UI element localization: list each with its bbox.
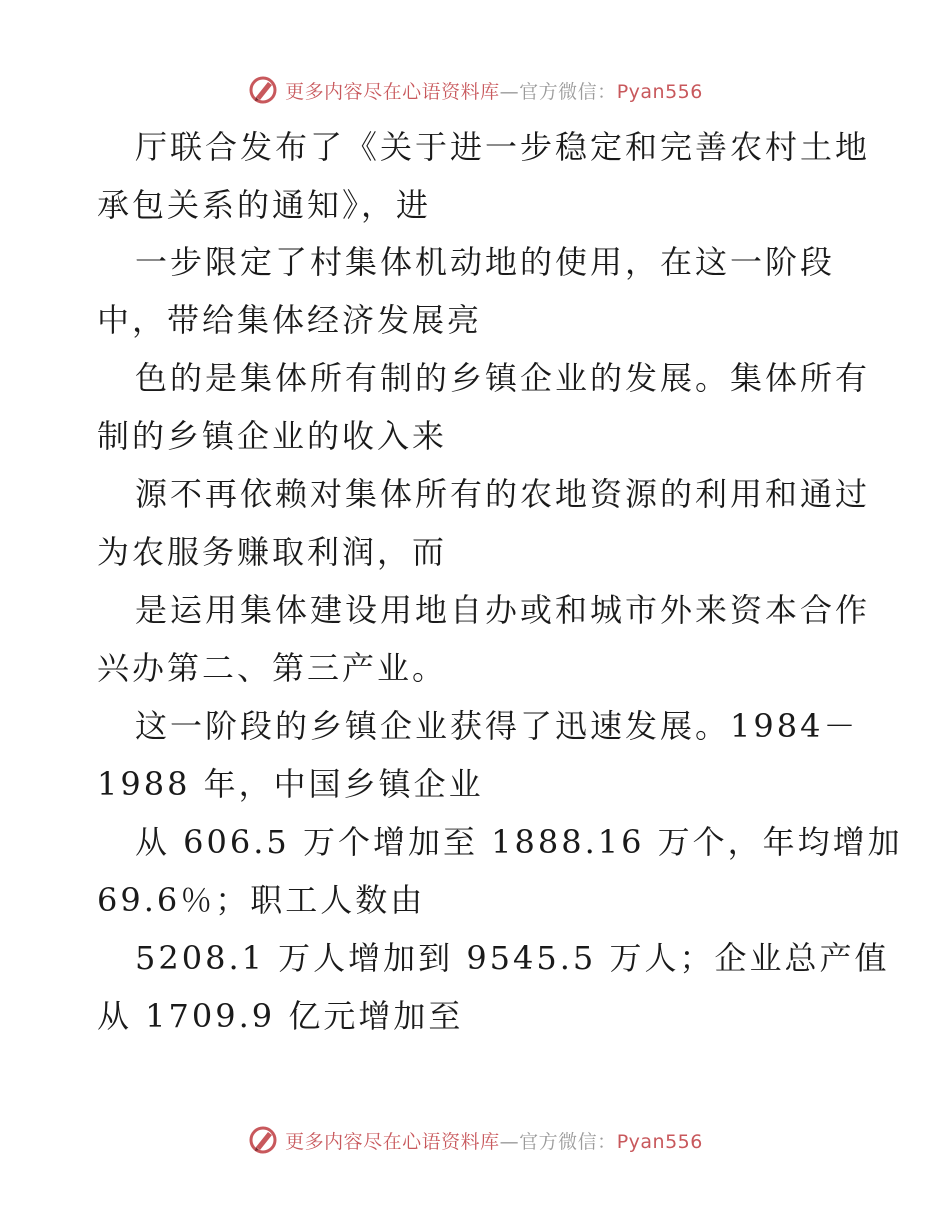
text-line: 厅联合发布了《关于进一步稳定和完善农村土地 xyxy=(135,128,871,166)
text-line: 色的是集体所有制的乡镇企业的发展。集体所有 xyxy=(135,359,871,397)
text-line: 源不再依赖对集体所有的农地资源的利用和通过 xyxy=(135,475,871,513)
top-watermark xyxy=(0,70,950,110)
text-line: 69.6％；职工人数由 xyxy=(97,881,426,919)
bottom-watermark xyxy=(0,1120,950,1160)
text-line: 这一阶段的乡镇企业获得了迅速发展。1984－ xyxy=(135,707,859,745)
text-line: 承包关系的通知》，进 xyxy=(97,186,432,224)
text-line: 一步限定了村集体机动地的使用，在这一阶段 xyxy=(135,243,836,281)
watermark-text: 更多内容尽在心语资料库—官方微信：Pyan556 xyxy=(285,80,703,103)
text-line: 1988 年，中国乡镇企业 xyxy=(97,765,484,803)
pen-logo-icon xyxy=(247,74,279,106)
watermark-text: 更多内容尽在心语资料库—官方微信：Pyan556 xyxy=(285,1130,703,1153)
text-line: 兴办第二、第三产业。 xyxy=(97,649,448,687)
text-line: 是运用集体建设用地自办或和城市外来资本合作 xyxy=(135,591,871,629)
text-line: 中，带给集体经济发展亮 xyxy=(97,301,483,339)
text-line: 从 606.5 万个增加至 1888.16 万个，年均增加 xyxy=(135,823,903,861)
text-line: 制的乡镇企业的收入来 xyxy=(97,417,448,455)
text-line: 为农服务赚取利润，而 xyxy=(97,533,448,571)
text-line: 5208.1 万人增加到 9545.5 万人；企业总产值 xyxy=(135,939,890,977)
text-line: 从 1709.9 亿元增加至 xyxy=(97,997,464,1035)
pen-logo-icon xyxy=(247,1124,279,1156)
